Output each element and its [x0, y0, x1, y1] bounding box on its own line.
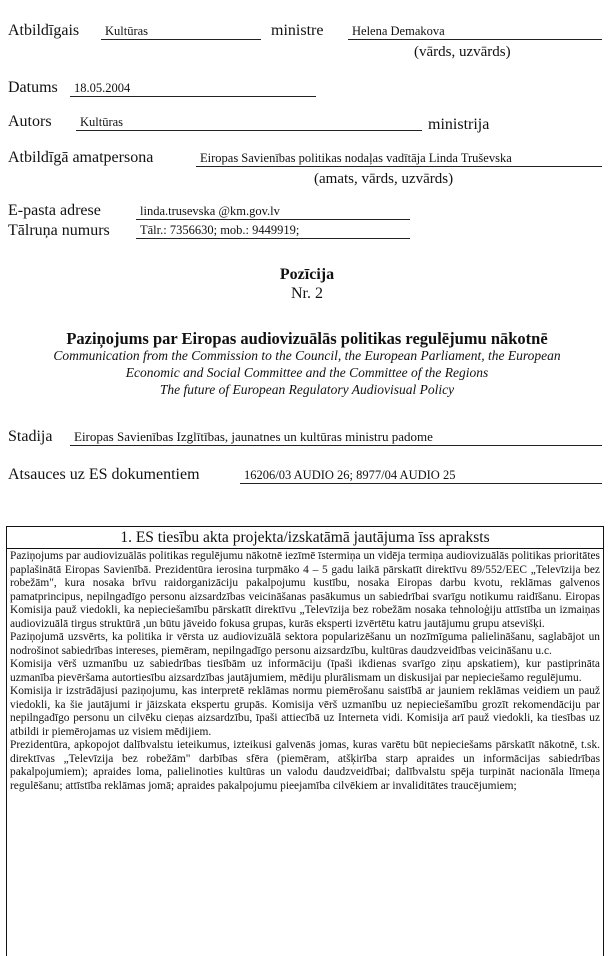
responsible-value: Kultūras — [101, 23, 261, 40]
section-1-paragraph: Komisija vērš uzmanību uz sabiedrības tiesībām uz informāciju (īpaši ikdienas svarīgo ziņu apskatiem), kur pastiprināta uzmanība pievēršama autortiesību aizsardzības jautājumiem, mēdiju plurālismam un diskusijai par nepieciešamo regulējumu. — [10, 658, 600, 684]
section-1-paragraph: Paziņojumā uzsvērts, ka politika ir vērsta uz audiovizuālā sektora popularizēšanu un nozīmīguma palielināšanu, saglabājot un nodrošinot sabiedrības intereses, piemēram, nepilngadīgo personu aizsardzību, kultūras daudzveidības veicināšanu u.c. — [10, 631, 600, 657]
minister-label: ministre — [271, 22, 324, 39]
section-1-body — [7, 549, 603, 793]
stage-label: Stadija — [8, 428, 53, 445]
date-label: Datums — [8, 79, 58, 96]
minister-value: Helena Demakova — [348, 23, 602, 40]
author-label: Autors — [8, 113, 52, 130]
section-1-paragraph: Komisija ir izstrādājusi paziņojumu, kas interpretē reklāmas normu piemērošanu saistībā ar jauniem reklāmas veidiem un pauž viedokli, ka šie jautājumi ir jāizskata ekspertu grupās. Komisija vērš uzmanību uz nepieciešamību grozīt rekomendāciju par nepilngadīgo personu un cilvēku cieņas aizsardzību, īpaši attiecībā uz Interneta vidi. Komisija arī pauž viedokli, ka tiesības uz atbildi ir piemērojamas uz visiem mēdijiem. — [10, 685, 600, 738]
document-subtitle-1: Communication from the Commission to the Council, the European Parliament, the European — [53, 348, 561, 363]
section-1-title: 1. ES tiesību akta projekta/izskatāmā jautājuma īss apraksts — [7, 527, 603, 549]
references-label: Atsauces uz ES dokumentiem — [8, 466, 200, 483]
author-value: Kultūras — [76, 114, 422, 131]
email-value: linda.trusevska @km.gov.lv — [136, 203, 410, 220]
date-value: 18.05.2004 — [70, 80, 316, 97]
document-subtitle-3: The future of European Regulatory Audiovisual Policy — [159, 382, 455, 397]
section-1-paragraph: Paziņojums par audiovizuālās politikas regulējumu nākotnē iezīmē īstermiņa un vidēja termiņa audiovizuālās politikas prioritātes paplašinātā Eiropas Savienībā. Prezidentūra ierosina turpmāko 4 – 5 gadu laikā pārskatīt direktīvu 89/552/EEC „Televīzija bez robežām", kura nosaka brīvu raidorganizāciju pakalpojumu kustību, nosaka Eiropas darbu kvotu, reklāmas galvenos pamatprincipus, nepilngadīgo personu aizsardzības veicināšanas pasākumus un sabiedrībai svarīgu notikumu raidīšanu. Eiropas Komisija pauž viedokli, ka nepieciešamību pārskatīt direktīvu „Televīzija bez robežām nosaka tehnoloģiju attīstība un izmaiņas audiovizuālā tirgus struktūrā ,un būtu jāveido fokusa grupas, kurās eksperti izvērtētu katru jautājumu grupu atsevišķi. — [10, 550, 600, 630]
position-number: Nr. 2 — [291, 285, 323, 302]
responsible-label: Atbildīgais — [8, 22, 80, 39]
references-value: 16206/03 AUDIO 26; 8977/04 AUDIO 25 — [240, 467, 602, 484]
section-1 — [6, 526, 604, 956]
email-label: E-pasta adrese — [8, 202, 101, 219]
section-1-paragraph: Prezidentūra, apkopojot dalībvalstu ieteikumus, izteikusi galvenās jomas, kuras varētu būt nepieciešams pārskatīt nākotnē, t.sk. direktīvas „Televīzija bez robežām" darbības sfēra (piemēram, atšķirība starp apraides un informācijas sabiedrības pakalpojumiem); apraides loma, palielinoties kultūras un valodu daudzveidībai; dalībvalstu spēja turpināt nacionāla līmeņa regulēšanu; attīstība reklāmas jomā; apraides pakalpojumu pieejamība cilvēkiem ar invaliditātes traucējumiem; — [10, 739, 600, 792]
official-value: Eiropas Savienības politikas nodaļas vadītāja Linda Truševska — [196, 150, 602, 167]
position-title: Pozīcija — [279, 266, 335, 283]
stage-value: Eiropas Savienības Izglītības, jaunatnes un kultūras ministru padome — [70, 429, 602, 446]
ministry-label: ministrija — [428, 116, 490, 133]
phone-label: Tālruņa numurs — [8, 222, 110, 239]
document-subtitle-2: Economic and Social Committee and the Committee of the Regions — [125, 365, 489, 380]
position-hint: (amats, vārds, uzvārds) — [314, 171, 454, 187]
phone-value: Tālr.: 7356630; mob.: 9449919; — [136, 222, 410, 239]
name-hint: (vārds, uzvārds) — [414, 44, 511, 60]
official-label: Atbildīgā amatpersona — [8, 149, 154, 166]
document-title: Paziņojums par Eiropas audiovizuālās politikas regulējumu nākotnē — [66, 329, 548, 348]
